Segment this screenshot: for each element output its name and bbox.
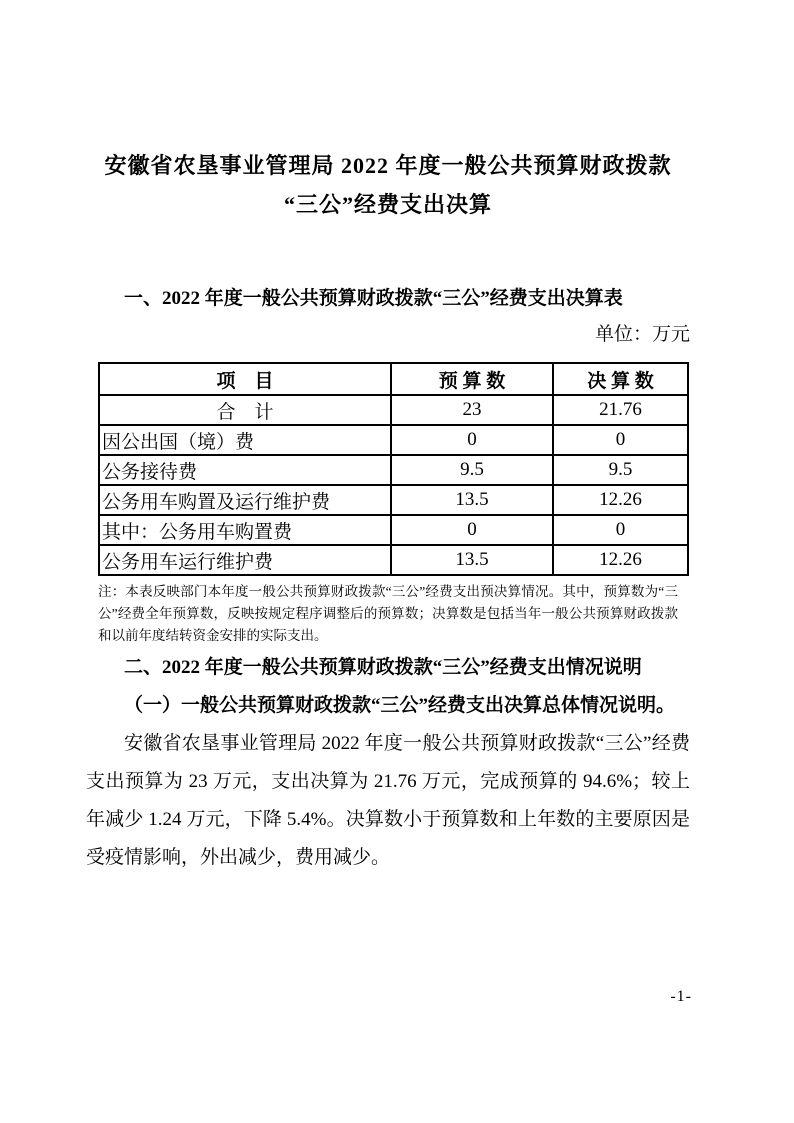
sangong-expense-table xyxy=(98,362,689,576)
document-title-line2: “三公”经费支出决算 xyxy=(283,192,492,217)
subsection-heading: （一）一般公共预算财政拨款“三公”经费支出决算总体情况说明。 xyxy=(124,695,676,716)
row-item-label: 公务接待费 xyxy=(99,455,391,485)
document-title xyxy=(86,146,690,224)
row-budget-value: 13.5 xyxy=(391,545,553,575)
page-number: -1- xyxy=(670,988,692,1005)
row-final-value: 21.76 xyxy=(553,395,688,425)
row-final-value: 9.5 xyxy=(553,455,688,485)
row-final-value: 0 xyxy=(553,425,688,455)
row-final-value: 12.26 xyxy=(553,545,688,575)
row-item-label: 因公出国（境）费 xyxy=(99,425,391,455)
table-row-total xyxy=(99,395,688,425)
table-header-budget: 预 算 数 xyxy=(391,363,553,395)
table-unit-label: 单位：万元 xyxy=(594,324,690,345)
table-header-final: 决 算 数 xyxy=(553,363,688,395)
row-budget-value: 0 xyxy=(391,425,553,455)
row-item-label: 公务用车购置及运行维护费 xyxy=(99,485,391,515)
row-budget-value: 23 xyxy=(391,395,553,425)
section2-heading: 二、2022 年度一般公共预算财政拨款“三公”经费支出情况说明 xyxy=(124,657,642,678)
document-title-line1: 安徽省农垦事业管理局 2022 年度一般公共预算财政拨款 xyxy=(104,153,672,178)
summary-paragraph: 安徽省农垦事业管理局 2022 年度一般公共预算财政拨款“三公”经费支出预算为 23 万元，支出决算为 21.76 万元，完成预算的 94.6%；较上年减少 1.24 万元，下降 5.4%。决算数小于预算数和上年数的主要原因是受疫情影响，外出减少，费用减少。 xyxy=(86,733,690,868)
document-content xyxy=(86,0,690,877)
row-item-label: 其中：公务用车购置费 xyxy=(99,515,391,545)
row-item-label: 公务用车运行维护费 xyxy=(99,545,391,575)
row-final-value: 12.26 xyxy=(553,485,688,515)
table-row-abroad xyxy=(99,425,688,455)
table-header-row xyxy=(99,363,688,395)
table-footnote: 注：本表反映部门本年度一般公共预算财政拨款“三公”经费支出预决算情况。其中，预算数为“三公”经费全年预算数，反映按规定程序调整后的预算数；决算数是包括当年一般公共预算财政拨款和以前年度结转资金安排的实际支出。 xyxy=(98,584,678,643)
table-row-vehicle-purchase xyxy=(99,515,688,545)
row-final-value: 0 xyxy=(553,515,688,545)
section1-heading: 一、2022 年度一般公共预算财政拨款“三公”经费支出决算表 xyxy=(124,288,623,309)
table-row-vehicle-total xyxy=(99,485,688,515)
table-row-vehicle-maintenance xyxy=(99,545,688,575)
row-budget-value: 9.5 xyxy=(391,455,553,485)
row-budget-value: 0 xyxy=(391,515,553,545)
row-budget-value: 13.5 xyxy=(391,485,553,515)
table-header-item: 项 目 xyxy=(99,363,391,395)
table-row-reception xyxy=(99,455,688,485)
row-item-label: 合 计 xyxy=(99,395,391,425)
